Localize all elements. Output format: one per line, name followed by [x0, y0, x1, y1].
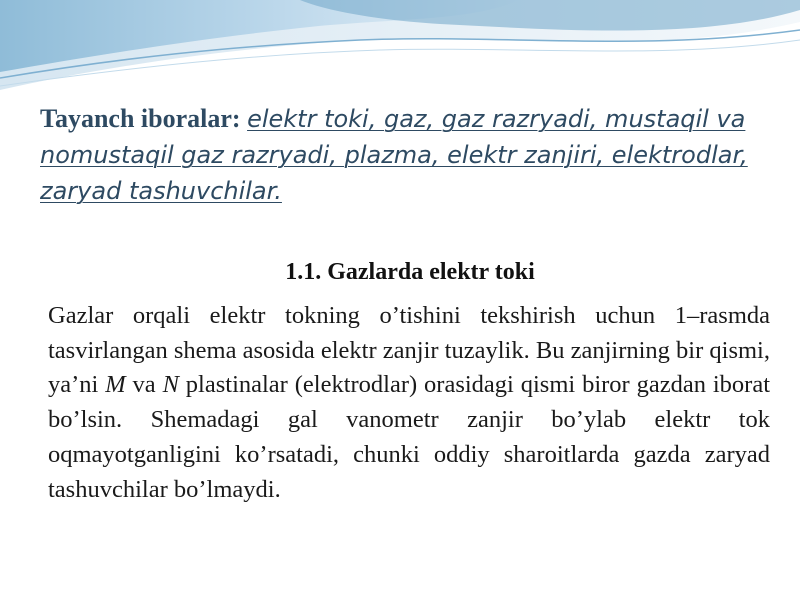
keywords-list[interactable]: elektr toki, gaz, gaz razryadi, mustaqil va nomustaqil gaz razryadi, plazma, elektr zanjiri, elektrodlar, zaryad tashuvchilar.: [40, 105, 748, 205]
body-text-part-1: Gazlar orqali elektr tokning o’tishini tekshirish uchun 1–rasmda tasvirlangan shema asosida elektr zanjir tuzaylik. Bu zanjirning bir qismi, ya’ni: [48, 302, 770, 399]
section-heading: 1.1. Gazlarda elektr toki: [285, 259, 535, 285]
keywords-label: Tayanch iboralar:: [40, 104, 241, 133]
variable-m: M: [105, 371, 126, 399]
decorative-wave-header: [0, 0, 800, 100]
variable-n: N: [162, 371, 179, 399]
keywords-block: [40, 101, 775, 209]
body-paragraph: [48, 299, 770, 507]
body-text-part-2: va: [125, 371, 163, 399]
body-text-part-3: plastinalar (elektrodlar) orasidagi qismi biror gazdan iborat bo’lsin. Shemadagi gal vanometr zanjir bo’ylab elektr tok oqmayotganligini ko’rsatadi, chunki oddiy sharoitlarda gazda zaryad tashuvchilar bo’lmaydi.: [48, 371, 770, 503]
